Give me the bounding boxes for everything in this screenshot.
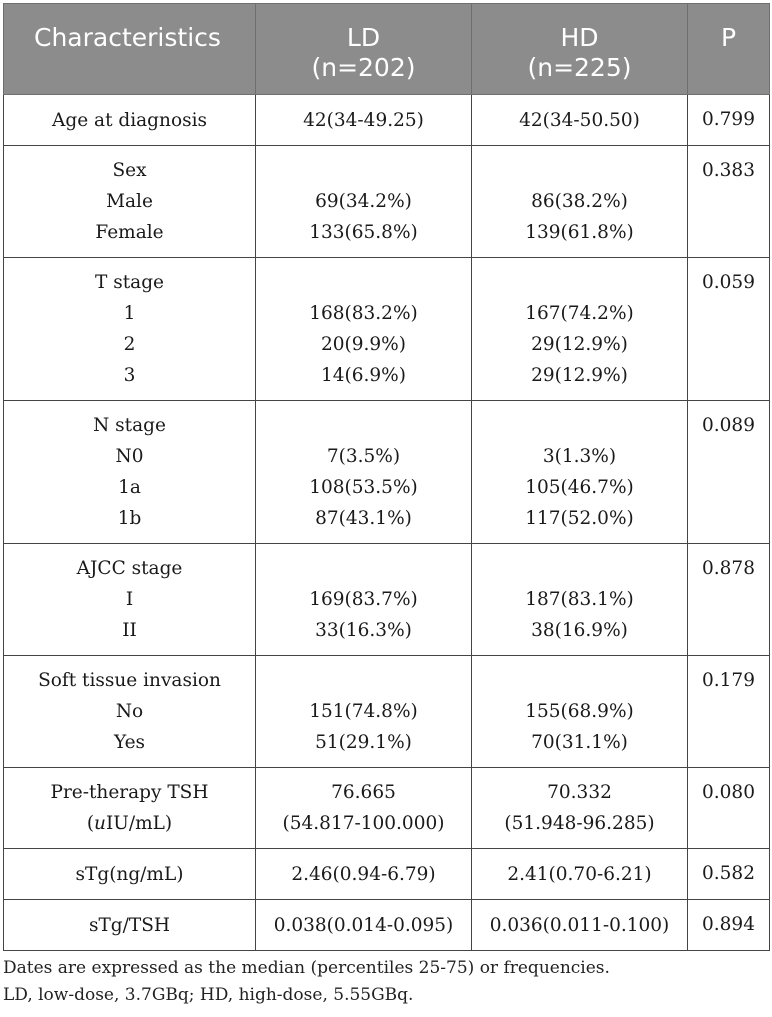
- row-t-stage-hd-2: 29(12.9%): [531, 334, 628, 355]
- row-sex-label: Sex: [112, 160, 147, 181]
- row-t-stage-ld-3: 14(6.9%): [321, 365, 406, 386]
- table-row-t-stage: [4, 258, 770, 401]
- row-t-stage-sub-2: 2: [123, 334, 136, 355]
- table-row-age: [4, 95, 770, 146]
- row-t-stage-sub-1: 1: [123, 303, 136, 324]
- table-row-n-stage: [4, 401, 770, 544]
- row-stg-tsh-hd-cell: [472, 900, 688, 951]
- row-n-stage-p: 0.089: [702, 415, 755, 436]
- row-sex-ld-male: 69(34.2%): [315, 191, 412, 212]
- header-ld-count: (n=202): [311, 53, 416, 82]
- row-soft-tissue-ld-no: 151(74.8%): [309, 701, 418, 722]
- row-sex-sub-male: Male: [106, 191, 153, 212]
- row-age-hd: 42(34-50.50): [519, 110, 640, 131]
- footnote-line-2: LD, low-dose, 3.7GBq; HD, high-dose, 5.55GBq.: [3, 985, 414, 1005]
- row-stg-p: 0.582: [702, 863, 755, 884]
- row-ajcc-ld-ii: 33(16.3%): [315, 620, 412, 641]
- table-row-ajcc-stage: [4, 544, 770, 656]
- row-sex-p: 0.383: [702, 160, 755, 181]
- row-tsh-p: 0.080: [702, 782, 755, 803]
- row-n-stage-hd-1b: 117(52.0%): [525, 508, 634, 529]
- row-age-ld-cell: [256, 95, 472, 146]
- row-ajcc-p-cell: [688, 544, 770, 656]
- row-n-stage-hd-n0: 3(1.3%): [542, 446, 617, 467]
- row-stg-label: sTg(ng/mL): [75, 864, 184, 885]
- row-tsh-ld-range: (54.817-100.000): [282, 813, 445, 834]
- row-soft-tissue-ld-yes: 51(29.1%): [315, 732, 412, 753]
- row-stg-p-cell: [688, 849, 770, 900]
- row-stg-tsh-ld: 0.038(0.014-0.095): [273, 915, 454, 936]
- row-t-stage-ld-2: 20(9.9%): [321, 334, 406, 355]
- table-row-stg: [4, 849, 770, 900]
- table-header-row: [4, 4, 770, 95]
- row-n-stage-sub-n0: N0: [115, 446, 144, 467]
- row-n-stage-hd-cell: [472, 401, 688, 544]
- row-ajcc-label-cell: [4, 544, 256, 656]
- row-n-stage-ld-cell: [256, 401, 472, 544]
- row-tsh-hd-range: (51.948-96.285): [504, 813, 655, 834]
- row-sex-sub-female: Female: [95, 222, 164, 243]
- table-row-tsh: [4, 768, 770, 849]
- header-hd-label: HD: [560, 23, 599, 52]
- row-soft-tissue-hd-yes: 70(31.1%): [531, 732, 628, 753]
- row-tsh-label: Pre-therapy TSH: [50, 782, 209, 803]
- row-n-stage-p-cell: [688, 401, 770, 544]
- row-n-stage-label-cell: [4, 401, 256, 544]
- row-stg-tsh-p-cell: [688, 900, 770, 951]
- row-n-stage-ld-1b: 87(43.1%): [315, 508, 412, 529]
- row-sex-hd-male: 86(38.2%): [531, 191, 628, 212]
- row-soft-tissue-p: 0.179: [702, 670, 755, 691]
- header-characteristics-label: Characteristics: [34, 23, 221, 52]
- baseline-characteristics-table-container: [3, 3, 769, 951]
- header-ld-label: LD: [346, 23, 381, 52]
- header-ld: [256, 4, 472, 95]
- row-age-label-cell: [4, 95, 256, 146]
- row-soft-tissue-sub-no: No: [115, 701, 144, 722]
- row-stg-ld: 2.46(0.94-6.79): [291, 864, 436, 885]
- row-t-stage-ld-cell: [256, 258, 472, 401]
- row-tsh-ld-cell: [256, 768, 472, 849]
- row-sex-ld-cell: [256, 146, 472, 258]
- row-n-stage-sub-1b: 1b: [117, 508, 142, 529]
- row-t-stage-hd-3: 29(12.9%): [531, 365, 628, 386]
- header-hd: [472, 4, 688, 95]
- row-sex-hd-female: 139(61.8%): [525, 222, 634, 243]
- row-t-stage-ld-1: 168(83.2%): [309, 303, 418, 324]
- row-n-stage-label: N stage: [93, 415, 166, 436]
- row-stg-tsh-label-cell: [4, 900, 256, 951]
- table-row-sex: [4, 146, 770, 258]
- row-ajcc-ld-i: 169(83.7%): [309, 589, 418, 610]
- header-p-label: P: [720, 23, 737, 52]
- row-ajcc-sub-i: I: [125, 589, 134, 610]
- row-soft-tissue-hd-no: 155(68.9%): [525, 701, 634, 722]
- header-hd-count: (n=225): [527, 53, 632, 82]
- row-ajcc-label: AJCC stage: [76, 558, 183, 579]
- row-stg-hd: 2.41(0.70-6.21): [507, 864, 652, 885]
- row-age-ld: 42(34-49.25): [303, 110, 424, 131]
- row-stg-tsh-hd: 0.036(0.011-0.100): [489, 915, 670, 936]
- header-characteristics: [4, 4, 256, 95]
- header-p: [688, 4, 770, 95]
- row-stg-tsh-label: sTg/TSH: [88, 915, 171, 936]
- row-sex-label-cell: [4, 146, 256, 258]
- row-stg-ld-cell: [256, 849, 472, 900]
- footnote-line-1: Dates are expressed as the median (percentiles 25-75) or frequencies.: [3, 958, 610, 978]
- row-tsh-ld-median: 76.665: [331, 782, 396, 803]
- row-t-stage-hd-1: 167(74.2%): [525, 303, 634, 324]
- row-sex-hd-cell: [472, 146, 688, 258]
- row-soft-tissue-hd-cell: [472, 656, 688, 768]
- row-t-stage-p: 0.059: [702, 272, 755, 293]
- row-n-stage-sub-1a: 1a: [118, 477, 141, 498]
- row-tsh-p-cell: [688, 768, 770, 849]
- row-soft-tissue-label-cell: [4, 656, 256, 768]
- baseline-characteristics-table: [3, 3, 770, 951]
- row-n-stage-ld-n0: 7(3.5%): [326, 446, 401, 467]
- row-age-p-cell: [688, 95, 770, 146]
- row-n-stage-hd-1a: 105(46.7%): [525, 477, 634, 498]
- row-sex-ld-female: 133(65.8%): [309, 222, 418, 243]
- table-footnote: [3, 955, 610, 1009]
- row-ajcc-hd-ii: 38(16.9%): [531, 620, 628, 641]
- row-soft-tissue-sub-yes: Yes: [113, 732, 146, 753]
- row-ajcc-hd-cell: [472, 544, 688, 656]
- row-t-stage-hd-cell: [472, 258, 688, 401]
- row-ajcc-hd-i: 187(83.1%): [525, 589, 634, 610]
- row-n-stage-ld-1a: 108(53.5%): [309, 477, 418, 498]
- row-ajcc-p: 0.878: [702, 558, 755, 579]
- row-soft-tissue-ld-cell: [256, 656, 472, 768]
- row-tsh-hd-median: 70.332: [547, 782, 612, 803]
- row-soft-tissue-label: Soft tissue invasion: [38, 670, 221, 691]
- row-stg-tsh-p: 0.894: [702, 914, 755, 935]
- row-t-stage-p-cell: [688, 258, 770, 401]
- row-age-p: 0.799: [702, 109, 755, 130]
- table-row-soft-tissue: [4, 656, 770, 768]
- row-soft-tissue-p-cell: [688, 656, 770, 768]
- row-stg-label-cell: [4, 849, 256, 900]
- row-stg-hd-cell: [472, 849, 688, 900]
- row-tsh-label-cell: [4, 768, 256, 849]
- row-t-stage-sub-3: 3: [123, 365, 136, 386]
- row-age-label: Age at diagnosis: [52, 110, 207, 131]
- row-tsh-unit: (uIU/mL): [86, 813, 173, 834]
- row-t-stage-label-cell: [4, 258, 256, 401]
- row-ajcc-ld-cell: [256, 544, 472, 656]
- row-sex-p-cell: [688, 146, 770, 258]
- row-tsh-hd-cell: [472, 768, 688, 849]
- row-t-stage-label: T stage: [95, 272, 164, 293]
- table-row-stg-tsh: [4, 900, 770, 951]
- row-age-hd-cell: [472, 95, 688, 146]
- row-stg-tsh-ld-cell: [256, 900, 472, 951]
- row-ajcc-sub-ii: II: [122, 620, 137, 641]
